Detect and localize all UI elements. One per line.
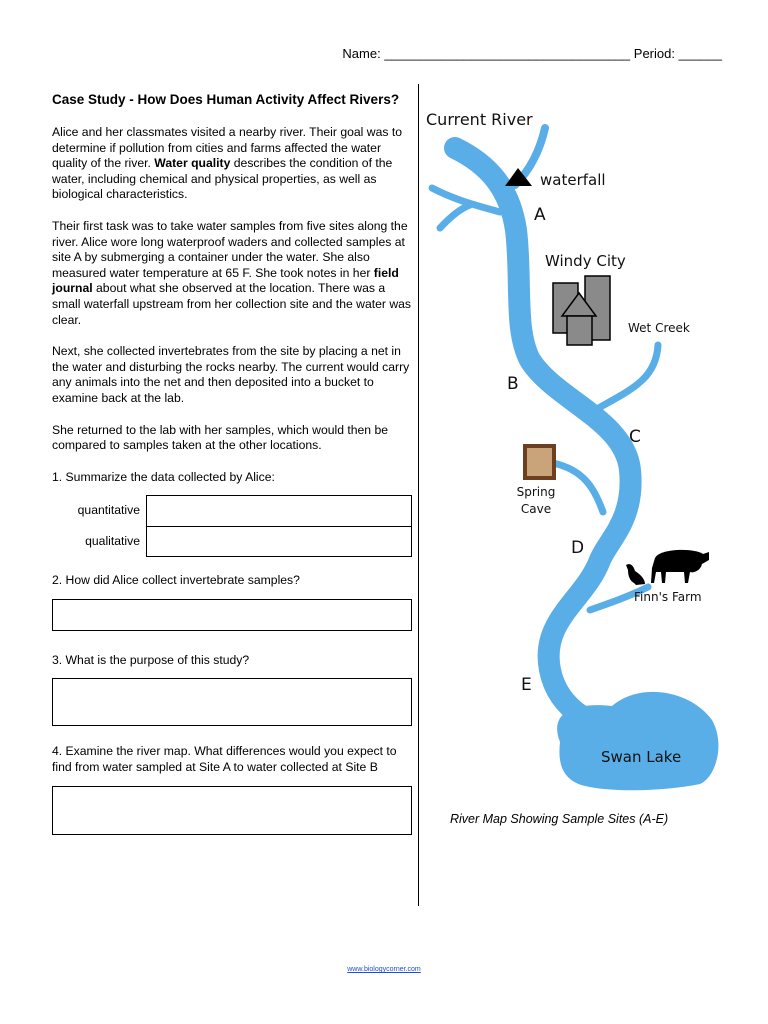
question-3-answer-box[interactable] — [52, 678, 412, 726]
term-water-quality: Water quality — [154, 156, 231, 171]
name-label: Name: — [342, 46, 381, 61]
river-map — [420, 84, 768, 804]
cave-label: Cave — [520, 502, 552, 516]
qualitative-answer-box[interactable] — [146, 526, 412, 557]
question-4: 4. Examine the river map. What differences would you expect to find from water sampled at Site A to water collected at Site B — [52, 744, 397, 775]
lab-paragraph: She returned to the lab with her samples, which would then be compared to samples taken at the other locations. — [52, 422, 389, 453]
question-4-answer-box[interactable] — [52, 786, 412, 835]
period-blank[interactable]: ______ — [678, 46, 722, 61]
footer-link[interactable]: www.biologycorner.com — [347, 966, 421, 973]
invertebrate-paragraph: Next, she collected invertebrates from the site by placing a net in the water and disturbing the rocks nearby. The current would carry any animals into the net and then deposited into a bucket to examine back at the lab. — [52, 344, 410, 405]
site-b-label: B — [507, 374, 519, 394]
question-2: 2. How did Alice collect invertebrate samples? — [52, 573, 300, 588]
qualitative-label: qualitative — [85, 534, 140, 549]
city-buildings-icon — [553, 276, 610, 345]
spring-cave-icon — [525, 446, 554, 478]
spring-label: Spring — [516, 485, 556, 499]
wet-creek-label: Wet Creek — [628, 321, 690, 335]
worksheet-title: Case Study - How Does Human Activity Affect Rivers? — [52, 92, 400, 107]
finns-farm-label: Finn's Farm — [634, 590, 702, 604]
sampling-paragraph: Their first task was to take water samples from five sites along the river. Alice wore long waterproof waders and collected samples at site A by submerging a container under the water. She also measured water temperature at 65 F. She took notes in her field journal about what she observed at the location. There was a small waterfall upstream from her collection site and the water was clear. — [52, 218, 412, 327]
name-period-line — [342, 46, 722, 61]
question-1: 1. Summarize the data collected by Alice: — [52, 469, 275, 484]
windy-city-label: Windy City — [545, 252, 626, 270]
worksheet-text-column — [52, 91, 412, 835]
waterfall-label: waterfall — [540, 171, 606, 189]
intro-paragraph: Alice and her classmates visited a nearby river. Their goal was to determine if pollution from cities and farms affected the water quality of the river. Water quality describes the condition of the water, including chemical and physical properties, as well as biological characteristics. — [52, 125, 402, 202]
period-label: Period: — [633, 46, 675, 61]
question-2-answer-box[interactable] — [52, 599, 412, 631]
bird-icon — [626, 564, 645, 585]
site-c-label: C — [629, 427, 641, 447]
site-d-label: D — [571, 538, 585, 558]
term-field-journal: field journal — [52, 265, 399, 296]
cow-icon — [651, 550, 709, 583]
map-caption: River Map Showing Sample Sites (A-E) — [450, 812, 669, 826]
quantitative-answer-box[interactable] — [146, 495, 412, 526]
quantitative-answer-row — [52, 495, 412, 526]
swan-lake-shape — [557, 692, 718, 790]
river-title-label: Current River — [426, 110, 533, 129]
site-e-label: E — [521, 675, 532, 695]
question-3: 3. What is the purpose of this study? — [52, 652, 250, 667]
quantitative-label: quantitative — [77, 503, 140, 518]
swan-lake-label: Swan Lake — [601, 748, 682, 766]
name-blank[interactable]: __________________________________ — [384, 46, 631, 61]
qualitative-answer-row — [52, 526, 412, 557]
site-a-label: A — [534, 205, 546, 225]
column-divider — [418, 84, 419, 906]
